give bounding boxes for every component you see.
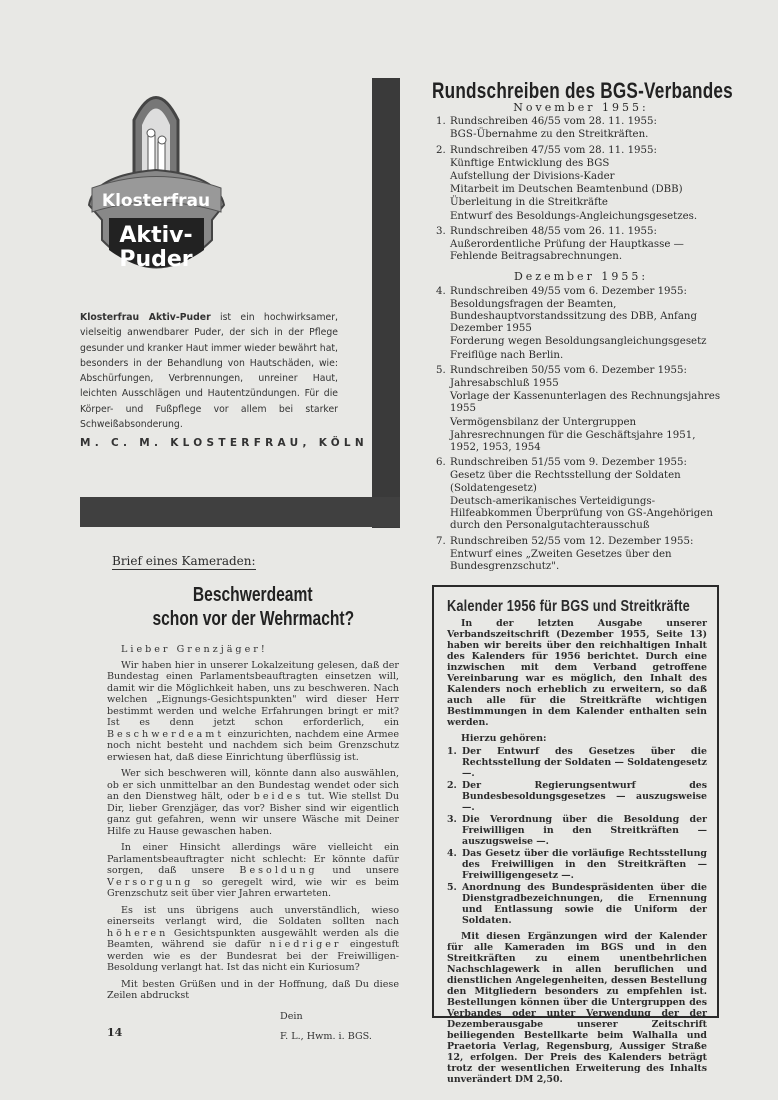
list-item bbox=[447, 848, 707, 881]
text: eingestuft werden wie es der Bundesrat bei der Freiwilligen-Besoldung verlangt hat. Ist das nicht ein Kuriosum? bbox=[107, 939, 399, 973]
item-number: 2. bbox=[447, 780, 457, 791]
item-line: Überleitung in die Streitkräfte bbox=[450, 197, 608, 209]
kalender-list-intro: Hierzu gehören: bbox=[461, 733, 547, 744]
list-item bbox=[447, 882, 707, 926]
letter-salutation: Lieber Grenzjäger! bbox=[121, 644, 268, 655]
item-line: Deutsch-amerikanisches Verteidigungs-Hilfeabkommen Überprüfung von GS-Angehörigen durch den Personalgutachterausschuß bbox=[450, 495, 713, 532]
list-item bbox=[447, 746, 707, 779]
item-line: Vermögensbilanz der Untergruppen bbox=[450, 416, 637, 428]
text: Es ist uns übrigens auch unverständlich, wieso einerseits verlangt wird, die Soldaten sollten nach bbox=[107, 904, 399, 927]
item-number: 5. bbox=[447, 882, 457, 893]
letter-paragraph bbox=[107, 905, 399, 974]
list-item bbox=[436, 226, 726, 264]
list-item bbox=[436, 457, 726, 532]
item-line: Aufstellung der Divisions-Kader bbox=[450, 171, 615, 183]
item-number: 2. bbox=[436, 144, 446, 156]
rundschreiben-list bbox=[436, 100, 726, 576]
letter-closing: Dein bbox=[280, 1010, 303, 1022]
headline-line-1: Beschwerdeamt bbox=[193, 584, 313, 606]
text: Gesichtspunkten ausgewählt werden als die Beamten, während sie dafür bbox=[107, 927, 399, 950]
item-number: 7. bbox=[436, 535, 446, 547]
spaced-text: niedriger bbox=[269, 939, 342, 950]
item-line: Entwurf eines „Zweiten Gesetzes über den Bundesgrenzschutz". bbox=[450, 548, 672, 572]
item-number: 1. bbox=[436, 116, 446, 128]
item-line: Jahresabschluß 1955 bbox=[450, 378, 559, 390]
letter-kicker: Brief eines Kameraden: bbox=[112, 554, 256, 568]
letter-paragraph: Mit besten Grüßen und in der Hoffnung, daß Du diese Zeilen abdruckst bbox=[107, 978, 399, 1001]
item-text: Der Regierungsentwurf des Bundesbesoldungsgesetzes — auszugsweise —. bbox=[462, 780, 707, 813]
spaced-text: beides bbox=[253, 791, 304, 802]
letter-signature: F. L., Hwm. i. BGS. bbox=[280, 1030, 372, 1042]
item-text: Das Gesetz über die vorläufige Rechtsstellung des Freiwilligen in den Streitkräften — Freiwilligengesetz —. bbox=[462, 848, 707, 881]
spaced-text: Besoldung bbox=[239, 865, 318, 876]
logo-product-text-2: Puder bbox=[119, 247, 193, 272]
letter-paragraph bbox=[107, 660, 399, 764]
month-heading: November 1955: bbox=[513, 101, 649, 114]
list-item bbox=[447, 814, 707, 847]
ad-body-text: ist ein hochwirksamer, vielseitig anwendbarer Puder, der sich in der Pflege gesunder und kranker Haut immer wieder bewährt hat, besonders in der Behandlung von Hautschäden, wie: Abschürfungen, Verbrennungen, unreiner Haut, leichten Ausschlägen und Hautentzündungen. Für die Körper- und Fußpflege vor allem bei starker Schweißabsonderung. bbox=[80, 312, 338, 431]
list-item bbox=[436, 116, 726, 141]
letter-paragraph bbox=[107, 842, 399, 900]
item-line: Mitarbeit im Deutschen Beamtenbund (DBB) bbox=[450, 184, 683, 196]
spaced-text: höheren bbox=[107, 927, 169, 939]
page-number: 14 bbox=[107, 1026, 123, 1039]
list-item bbox=[436, 145, 726, 223]
item-head: Rundschreiben 48/55 vom 26. 11. 1955: bbox=[450, 225, 657, 237]
text: einzurichten, nachdem eine Armee noch nicht besteht und nachdem sich beim Grenzschutz erwiesen hat, daß diese Einrichtung überflüssig ist. bbox=[107, 728, 399, 763]
kalender-box bbox=[432, 585, 719, 1085]
item-number: 5. bbox=[436, 364, 446, 376]
item-line: BGS-Übernahme zu den Streitkräften. bbox=[450, 129, 649, 141]
list-item bbox=[436, 365, 726, 454]
klosterfrau-logo bbox=[84, 80, 229, 290]
kalender-outro: Mit diesen Ergänzungen wird der Kalender für alle Kameraden im BGS und in den Streitkräften zu einem unentbehrlichen Nachschlagewerk in allen beruflichen und dienstlichen Angelegenheiten, dessen Bestellung den Mitgliedern besonders zu empfehlen ist. Bestellungen können über die Untergruppen des Verbandes oder unter Verwendung der der Dezemberausgabe unserer Zeitschrift beiliegenden Bestellkarte beim Walhalla und Praetoria Verlag, Regensburg, Aussiger Straße 12, erfolgen. Der Preis des Kalenders beträgt trotz der wesentlichen Erweiterung des Inhalts unverändert DM 2,50. bbox=[447, 931, 707, 1085]
ad-firm: M. C. M. KLOSTERFRAU, KÖLN bbox=[80, 437, 368, 449]
item-line: Besoldungsfragen der Beamten, Bundeshauptvorstandssitzung des DBB, Anfang Dezember 1955 bbox=[450, 298, 697, 335]
kalender-title: Kalender 1956 für BGS und Streitkräfte bbox=[447, 598, 690, 615]
item-head: Rundschreiben 52/55 vom 12. Dezember 1955: bbox=[450, 535, 694, 547]
item-line: Künftige Entwicklung des BGS bbox=[450, 157, 610, 169]
ad-frame-horizontal-bar bbox=[80, 497, 400, 527]
item-line: Vorlage der Kassenunterlagen des Rechnungsjahres 1955 bbox=[450, 391, 721, 415]
kalender-list bbox=[447, 746, 707, 926]
item-line: Freiflüge nach Berlin. bbox=[450, 349, 564, 361]
month-heading: Dezember 1955: bbox=[513, 270, 649, 284]
headline-line-2: schon vor der Wehrmacht? bbox=[152, 608, 354, 630]
ad-body bbox=[80, 310, 338, 432]
item-number: 6. bbox=[436, 457, 446, 469]
item-head: Rundschreiben 51/55 vom 9. Dezember 1955: bbox=[450, 457, 687, 469]
item-head: Rundschreiben 46/55 vom 28. 11. 1955: bbox=[450, 116, 657, 128]
item-number: 3. bbox=[436, 225, 446, 237]
item-line: Gesetz über die Rechtsstellung der Soldaten (Soldatengesetz) bbox=[450, 470, 681, 494]
item-line: Forderung wegen Besoldungsangleichungsgesetz bbox=[450, 336, 707, 348]
kalender-intro: In der letzten Ausgabe unserer Verbandszeitschrift (Dezember 1955, Seite 13) haben wir bereits über den reichhaltigen Inhalt des Kalenders für 1956 berichtet. Durch eine inzwischen mit dem Verband getroffene Vereinbarung war es möglich, den Inhalt des Kalenders noch erheblich zu erweitern, so daß auch alle für die Streitkräfte wichtigen Bestimmungen in dem Kalender enthalten sein werden. bbox=[447, 618, 707, 728]
text: und unsere bbox=[317, 865, 399, 876]
text: so geregelt wird, wie wir es beim Grenzschutz seit über vier Jahren erwarteten. bbox=[107, 876, 399, 899]
item-line: Außerordentliche Prüfung der Hauptkasse — Fehlende Beitragsabrechnungen. bbox=[450, 239, 684, 263]
spaced-text: Beschwerdeamt bbox=[107, 728, 225, 740]
spaced-text: Versorgung bbox=[107, 876, 194, 888]
item-head: Rundschreiben 49/55 vom 6. Dezember 1955: bbox=[450, 285, 687, 297]
letter-paragraph bbox=[107, 768, 399, 837]
list-item bbox=[447, 780, 707, 813]
item-head: Rundschreiben 50/55 vom 6. Dezember 1955: bbox=[450, 364, 687, 376]
item-number: 3. bbox=[447, 814, 457, 825]
item-head: Rundschreiben 47/55 vom 28. 11. 1955: bbox=[450, 144, 657, 156]
item-line: Entwurf des Besoldungs-Angleichungsgesetzes. bbox=[450, 210, 698, 222]
item-text: Die Verordnung über die Besoldung der Freiwilligen in den Streitkräften — auszugsweise —. bbox=[462, 814, 707, 847]
logo-brand-text: Klosterfrau bbox=[101, 191, 211, 211]
list-item bbox=[436, 536, 726, 574]
logo-product-text-1: Aktiv- bbox=[119, 223, 193, 248]
list-item bbox=[436, 286, 726, 362]
item-number: 4. bbox=[436, 285, 446, 297]
ad-lead: Klosterfrau Aktiv-Puder bbox=[80, 312, 211, 323]
item-line: Jahresrechnungen für die Geschäftsjahre 1951, 1952, 1953, 1954 bbox=[450, 429, 696, 454]
item-text: Anordnung des Bundespräsidenten über die Dienstgradbezeichnungen, die Ernennung und Entlassung sowie die Uniform der Soldaten. bbox=[462, 882, 707, 926]
item-text: Der Entwurf des Gesetzes über die Rechtsstellung der Soldaten — Soldatengesetz —. bbox=[462, 746, 707, 779]
text: Wir haben hier in unserer Lokalzeitung gelesen, daß der Bundestag einen Parlamentsbeauftragten einsetzen will, damit wir die Möglichkeit haben, uns zu beschweren. Nach welchen „Eignungs-Gesichtspunkten" wird dieser Herr bestimmt werden und welche Erfahrungen bringt er mit? Ist es denn jetzt schon erforderlich, ein bbox=[107, 659, 399, 728]
ad-frame-vertical-bar bbox=[372, 78, 400, 528]
letter-body bbox=[107, 644, 399, 1047]
text: tut. Wie stellst Du Dir, lieber Grenzjäger, das vor? Bisher sind wir eigentlich ganz gut gefahren, wenn wir unsere Wäsche mit Deiner Hilfe zu Hause gewaschen haben. bbox=[107, 791, 399, 837]
text: In einer Hinsicht allerdings wäre vielleicht ein Parlamentsbeauftragter nicht schlecht: Er könnte dafür sorgen, daß unsere bbox=[107, 842, 399, 876]
text: Wer sich beschweren will, könnte dann also auswählen, ob er sich unmittelbar an den Bundestag wendet oder sich an den Dienstweg hält, oder bbox=[107, 768, 399, 802]
rundschreiben-title: Rundschreiben des BGS-Verbandes bbox=[432, 78, 733, 103]
item-number: 4. bbox=[447, 848, 457, 859]
item-number: 1. bbox=[447, 746, 457, 757]
letter-headline bbox=[107, 583, 399, 631]
